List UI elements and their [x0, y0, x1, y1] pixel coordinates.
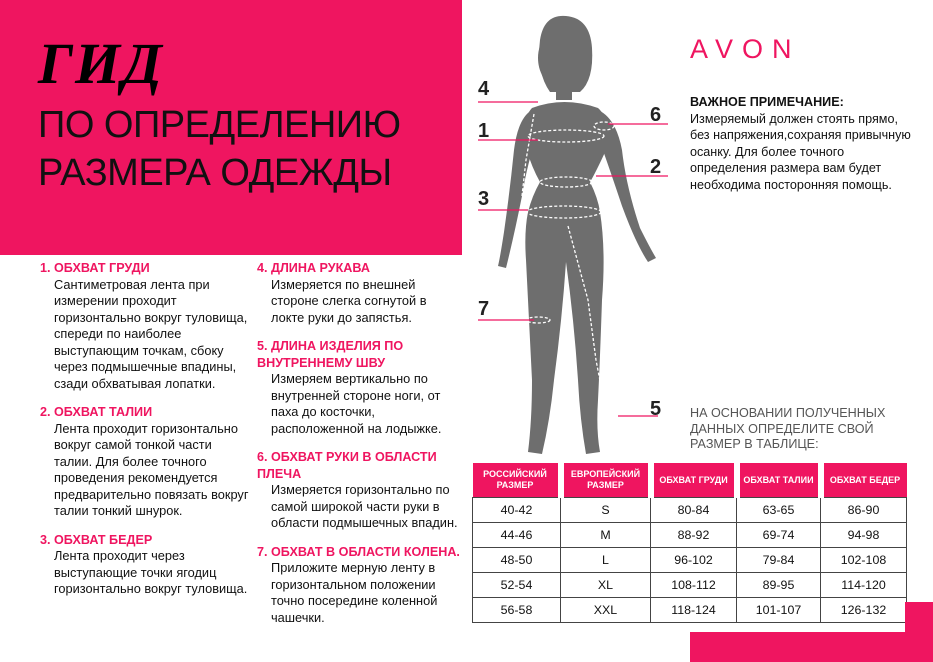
- cell: 48-50: [473, 548, 561, 573]
- cell: M: [561, 523, 651, 548]
- section-body: Лента проходит горизонтально вокруг самой тонкой части талии. Для более точного проведения рекомендуется предварительно повязать вокруг талии тонкий шнурок.: [54, 420, 249, 518]
- section-bust: [40, 260, 252, 392]
- cell: 108-112: [651, 573, 737, 598]
- cell: 94-98: [821, 523, 907, 548]
- section-heading: 3. ОБХВАТ БЕДЕР: [40, 532, 153, 547]
- cell: XL: [561, 573, 651, 598]
- figure-label-5: 5: [650, 398, 662, 420]
- cell: XXL: [561, 598, 651, 623]
- header-hips: ОБХВАТ БЕДЕР: [821, 463, 907, 498]
- size-table: [472, 463, 907, 623]
- subtitle-line-1: ПО ОПРЕДЕЛЕНИЮ: [38, 104, 401, 146]
- header-eu-size: ЕВРОПЕЙСКИЙ РАЗМЕР: [561, 463, 651, 498]
- cell: L: [561, 548, 651, 573]
- cell: 114-120: [821, 573, 907, 598]
- section-sleeve: [257, 260, 462, 326]
- section-body: Лента проходит через выступающие точки ягодиц горизонтально вокруг туловища.: [54, 548, 248, 596]
- cell: 118-124: [651, 598, 737, 623]
- figure-label-7: 7: [478, 298, 490, 320]
- table-row: [473, 498, 907, 523]
- header-waist: ОБХВАТ ТАЛИИ: [737, 463, 821, 498]
- cell: 69-74: [737, 523, 821, 548]
- middle-column: [257, 260, 462, 638]
- corner-decoration-right: [905, 602, 933, 662]
- header-ru-size: РОССИЙСКИЙ РАЗМЕР: [473, 463, 561, 498]
- figure-label-6: 6: [650, 104, 662, 126]
- section-arm: [257, 449, 462, 532]
- table-row: [473, 598, 907, 623]
- section-body: Измеряется по внешней стороне слегка согнутой в локте руки до запястья.: [271, 276, 427, 325]
- cell: 44-46: [473, 523, 561, 548]
- table-header-row: [473, 463, 907, 498]
- cell: 56-58: [473, 598, 561, 623]
- figure-label-4: 4: [478, 78, 490, 100]
- hero-banner: [0, 0, 462, 255]
- section-heading: 4. ДЛИНА РУКАВА: [257, 261, 370, 275]
- table-row: [473, 523, 907, 548]
- section-inseam: [257, 338, 462, 437]
- cell: S: [561, 498, 651, 523]
- cell: 126-132: [821, 598, 907, 623]
- cell: 88-92: [651, 523, 737, 548]
- leader-lines: [478, 80, 678, 430]
- section-hips: [40, 532, 252, 598]
- section-body: Сантиметровая лента при измерении проходит горизонтально вокруг туловища, спереди по наиболее выступающим точкам, сбоку через подмышечные впадины, сзади обхватывая лопатки.: [54, 276, 248, 391]
- note-heading: ВАЖНОЕ ПРИМЕЧАНИЕ:: [690, 95, 844, 109]
- section-body: Измеряется горизонтально по самой широкой части руки в области подмышечных впадин.: [271, 482, 458, 530]
- cell: 102-108: [821, 548, 907, 573]
- section-heading: 7. ОБХВАТ В ОБЛАСТИ КОЛЕНА.: [257, 544, 460, 559]
- subtitle-line-2: РАЗМЕРА ОДЕЖДЫ: [38, 152, 392, 194]
- section-heading: 6. ОБХВАТ РУКИ В ОБЛАСТИ ПЛЕЧА: [257, 450, 437, 481]
- important-note: [690, 94, 915, 193]
- section-heading: 1. ОБХВАТ ГРУДИ: [40, 261, 150, 275]
- section-knee: [257, 544, 462, 627]
- cell: 80-84: [651, 498, 737, 523]
- cell: 96-102: [651, 548, 737, 573]
- note-body: Измеряемый должен стоять прямо, без напряжения,сохраняя привычную осанку. Для более точного определения размера вам будет необходима посторонняя помощь.: [690, 111, 911, 192]
- cell: 101-107: [737, 598, 821, 623]
- table-row: [473, 573, 907, 598]
- cell: 79-84: [737, 548, 821, 573]
- table-row: [473, 548, 907, 573]
- section-heading: 5. ДЛИНА ИЗДЕЛИЯ ПО ВНУТРЕННЕМУ ШВУ: [257, 339, 404, 370]
- cell: 89-95: [737, 573, 821, 598]
- corner-decoration-bottom: [690, 632, 933, 662]
- header-bust: ОБХВАТ ГРУДИ: [651, 463, 737, 498]
- figure-label-2: 2: [650, 156, 662, 178]
- table-intro: НА ОСНОВАНИИ ПОЛУЧЕННЫХ ДАННЫХ ОПРЕДЕЛИТЕ СВОЙ РАЗМЕР В ТАБЛИЦЕ:: [690, 406, 886, 451]
- cell: 63-65: [737, 498, 821, 523]
- cell: 86-90: [821, 498, 907, 523]
- figure-label-1: 1: [478, 120, 490, 142]
- brand-logo: AVON: [690, 34, 801, 64]
- section-body: Измеряем вертикально по внутренней стороне ноги, от паха до косточки, расположенной на лодыжке.: [271, 371, 442, 436]
- section-waist: [40, 404, 252, 520]
- section-heading: 2. ОБХВАТ ТАЛИИ: [40, 405, 153, 419]
- cell: 40-42: [473, 498, 561, 523]
- cell: 52-54: [473, 573, 561, 598]
- page-title: ГИД: [38, 31, 164, 96]
- figure-label-3: 3: [478, 188, 490, 210]
- section-body: Приложите мерную ленту в горизонтальном положении точно посередине коленной чашечки.: [271, 560, 438, 625]
- left-column: [40, 260, 252, 610]
